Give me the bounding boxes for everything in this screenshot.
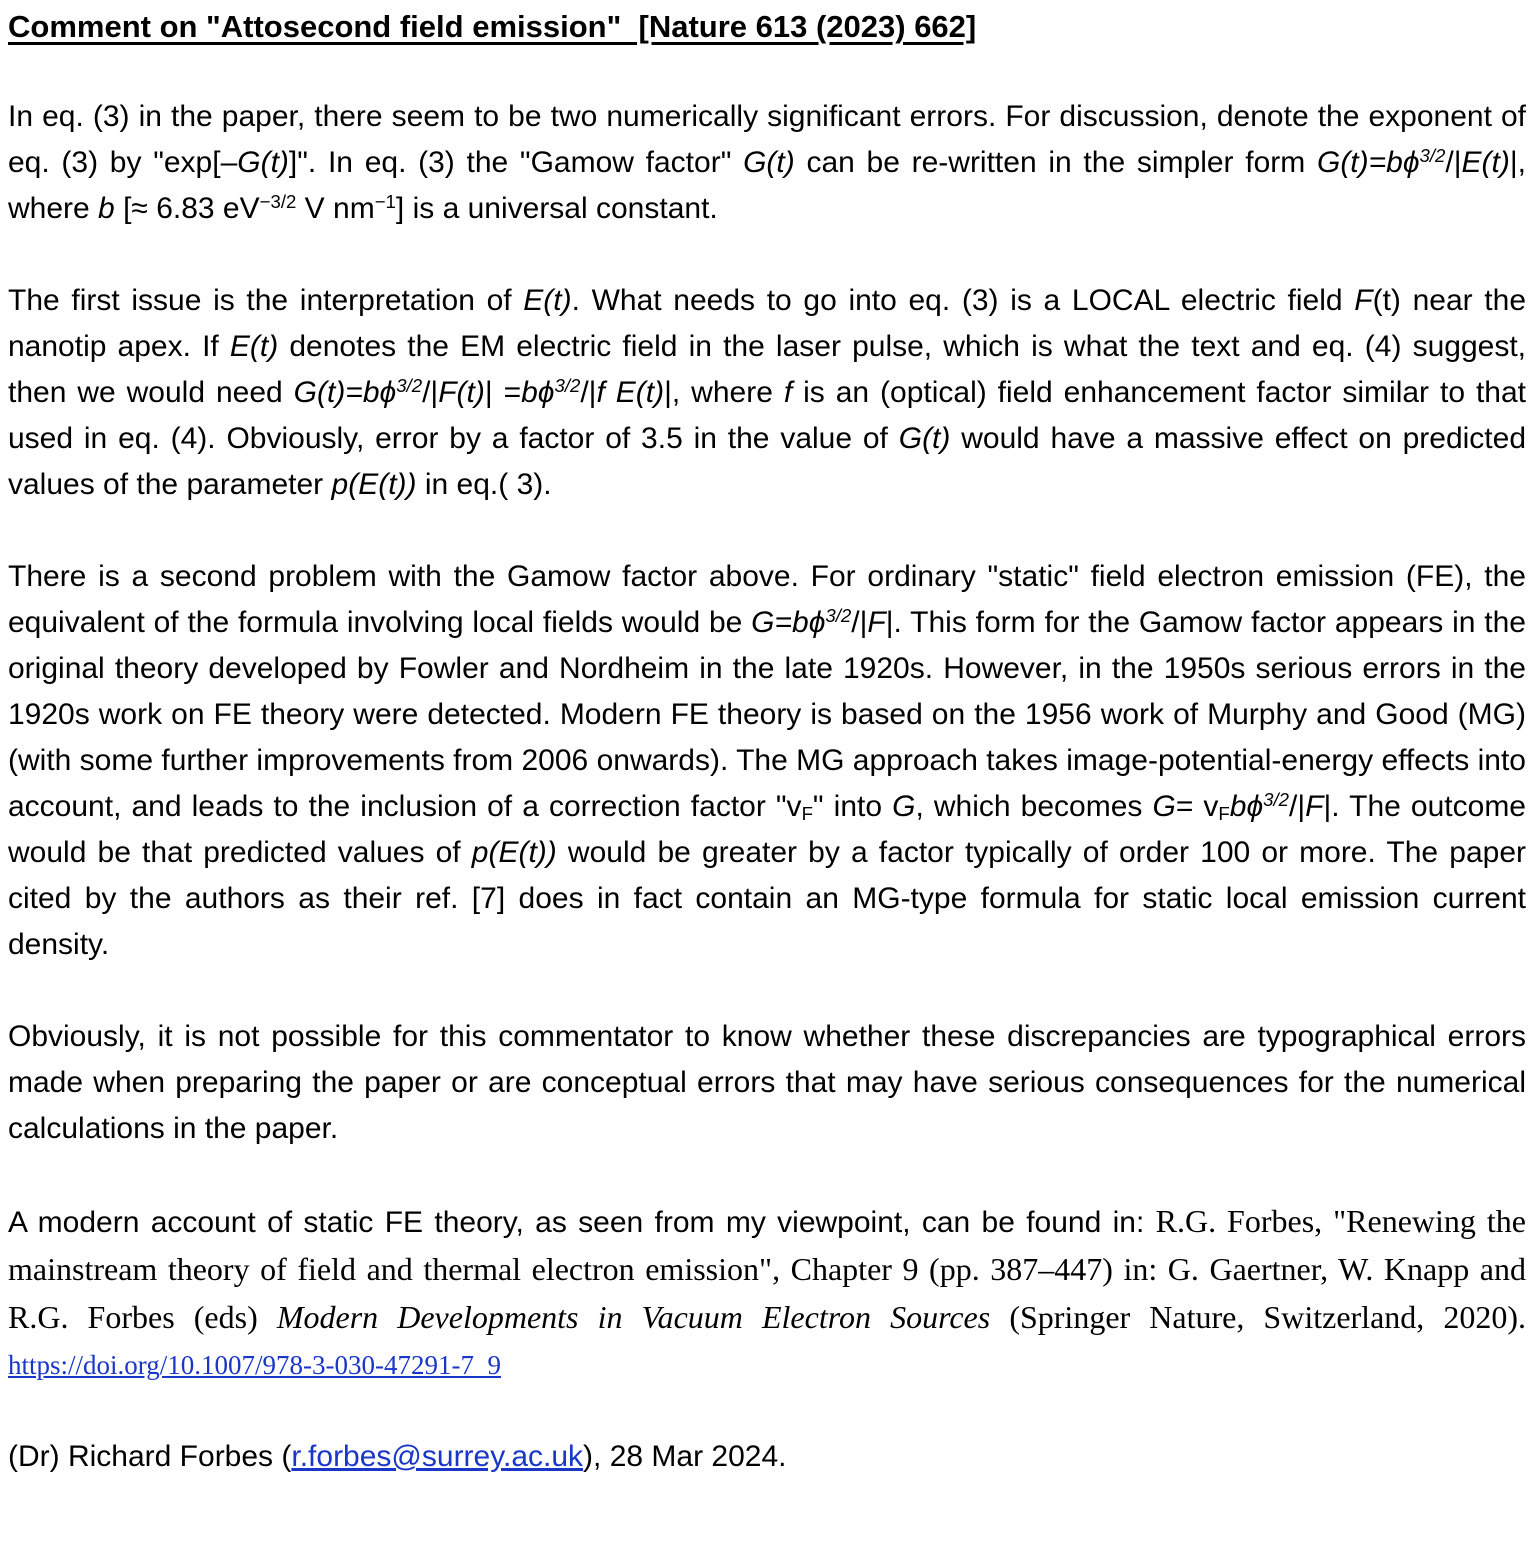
text-run: G(t): [237, 146, 289, 179]
text-run: |, where: [8, 146, 1526, 225]
text-run: p(E(t)): [331, 468, 417, 501]
text-run: ϕ: [1402, 146, 1420, 179]
text-run: G(t): [898, 422, 951, 455]
text-run: (t) near the nanotip apex. If: [8, 284, 1527, 363]
text-run: G(t)=b: [293, 376, 380, 409]
text-run: G(t): [743, 146, 795, 179]
text-run: f: [783, 376, 793, 409]
text-run: F: [801, 803, 813, 825]
text-run: /|: [422, 376, 439, 409]
text-run: G=b: [751, 606, 809, 639]
text-run: |, where: [664, 376, 784, 409]
text-run: is an (optical) field enhancement factor similar to that used in eq. (4). Obviously, error by a factor of 3.5 in the value of: [8, 376, 1526, 455]
text-run: [≈ 6.83 eV: [114, 192, 260, 225]
text-run: A modern account of static FE theory, as seen from my viewpoint, can be found in:: [8, 1206, 1156, 1239]
text-run: b: [98, 192, 115, 225]
text-run: would be greater by a factor typically of order 100 or more. The paper cited by the authors as their ref. [7] does in fact contain an MG-type formula for static local emission current density.: [8, 836, 1526, 961]
text-run: ϕ: [537, 376, 555, 409]
text-run: Modern Developments in Vacuum Electron Sources: [276, 1299, 991, 1335]
text-run: b: [521, 376, 538, 409]
paragraph-first-issue: [8, 278, 1526, 508]
text-run: |. The outcome would be that predicted values of: [8, 790, 1526, 869]
text-run: Obviously, it is not possible for this commentator to know whether these discrepancies are typographical errors made when preparing the paper or are conceptual errors that may have serious consequences for the numerical calculations in the paper.: [8, 1020, 1526, 1145]
text-run: " into: [812, 790, 893, 823]
text-run: F: [1354, 284, 1373, 317]
text-run: ϕ: [379, 376, 397, 409]
text-run: ] is a universal constant.: [395, 192, 718, 225]
text-run: F(t): [438, 376, 485, 409]
text-run: /|: [580, 376, 597, 409]
text-run: −3/2: [259, 191, 297, 213]
text-run: f E(t): [596, 376, 665, 409]
text-run: In eq. (3) in the paper, there seem to be two numerically significant errors. For discussion, denote the exponent of eq. (3) by "exp[–: [8, 100, 1526, 179]
text-run: can be re-written in the simpler form: [794, 146, 1317, 179]
text-run: ), 28 Mar 2024.: [583, 1440, 787, 1473]
text-run: G: [892, 790, 916, 823]
text-run: . What needs to go into eq. (3) is a LOCAL electric field: [571, 284, 1355, 317]
text-run: F: [1305, 790, 1324, 823]
paragraph-reference: [8, 1198, 1526, 1388]
text-run: | =: [484, 376, 522, 409]
text-run: ϕ: [1246, 790, 1264, 823]
text-run: /|: [1445, 146, 1462, 179]
text-run: G: [1152, 790, 1176, 823]
text-run: , which becomes: [915, 790, 1153, 823]
text-run: E(t): [523, 284, 572, 317]
text-run: (Dr) Richard Forbes (: [8, 1440, 292, 1473]
paragraph-discrepancies: [8, 1014, 1526, 1152]
email-link[interactable]: r.forbes@surrey.ac.uk: [291, 1440, 584, 1473]
text-run: E(t): [1461, 146, 1510, 179]
text-run: 3/2: [396, 375, 423, 397]
text-run: −1: [374, 191, 396, 213]
text-run: b: [1229, 790, 1247, 823]
text-run: in eq.( 3).: [416, 468, 552, 501]
text-run: ]". In eq. (3) the "Gamow factor": [288, 146, 744, 179]
doi-link[interactable]: https://doi.org/10.1007/978-3-030-47291-7_9: [8, 1350, 501, 1380]
text-run: = v: [1175, 790, 1219, 823]
text-run: E(t): [229, 330, 279, 363]
text-run: /|: [851, 606, 868, 639]
paragraph-intro-errors: [8, 94, 1526, 232]
text-run: 3/2: [825, 605, 852, 627]
text-run: 3/2: [1263, 789, 1290, 811]
text-run: F: [867, 606, 886, 639]
text-run: (Springer Nature, Switzerland, 2020).: [990, 1299, 1527, 1335]
text-run: 3/2: [554, 375, 581, 397]
text-run: G(t)=b: [1316, 146, 1403, 179]
signature-line: [8, 1434, 1526, 1480]
text-run: F: [1218, 803, 1230, 825]
text-run: |. This form for the Gamow factor appears in the original theory developed by Fowler and Nordheim in the late 1920s. However, in the 1950s serious errors in the 1920s work on FE theory were detected. Modern FE theory is based on the 1956 work of Murphy and Good (MG) (with some further improvements from 2006 onwards). The MG approach takes image-potential-energy effects into account, and leads to the inclusion of a correction factor "v: [8, 606, 1526, 823]
text-run: V nm: [296, 192, 375, 225]
text-run: There is a second problem with the Gamow factor above. For ordinary "static" field electron emission (FE), the equivalent of the formula involving local fields would be: [8, 560, 1526, 639]
document-title: Comment on "Attosecond field emission" [Nature 613 (2023) 662]: [8, 9, 977, 44]
text-run: would have a massive effect on predicted values of the parameter: [8, 422, 1527, 501]
text-run: 3/2: [1419, 145, 1446, 167]
text-run: /|: [1289, 790, 1306, 823]
text-run: p(E(t)): [471, 836, 557, 869]
text-run: R.G. Forbes, "Renewing the mainstream theory of field and thermal electron emission", Chapter 9 (pp. 387–447) in: G. Gaertner, W. Knapp and R.G. Forbes (eds): [8, 1203, 1527, 1335]
paragraph-second-problem: [8, 554, 1526, 968]
text-run: ϕ: [808, 606, 826, 639]
text-run: denotes the EM electric field in the laser pulse, which is what the text and eq. (4) suggest, then we would need: [8, 330, 1526, 409]
text-run: The first issue is the interpretation of: [8, 284, 524, 317]
